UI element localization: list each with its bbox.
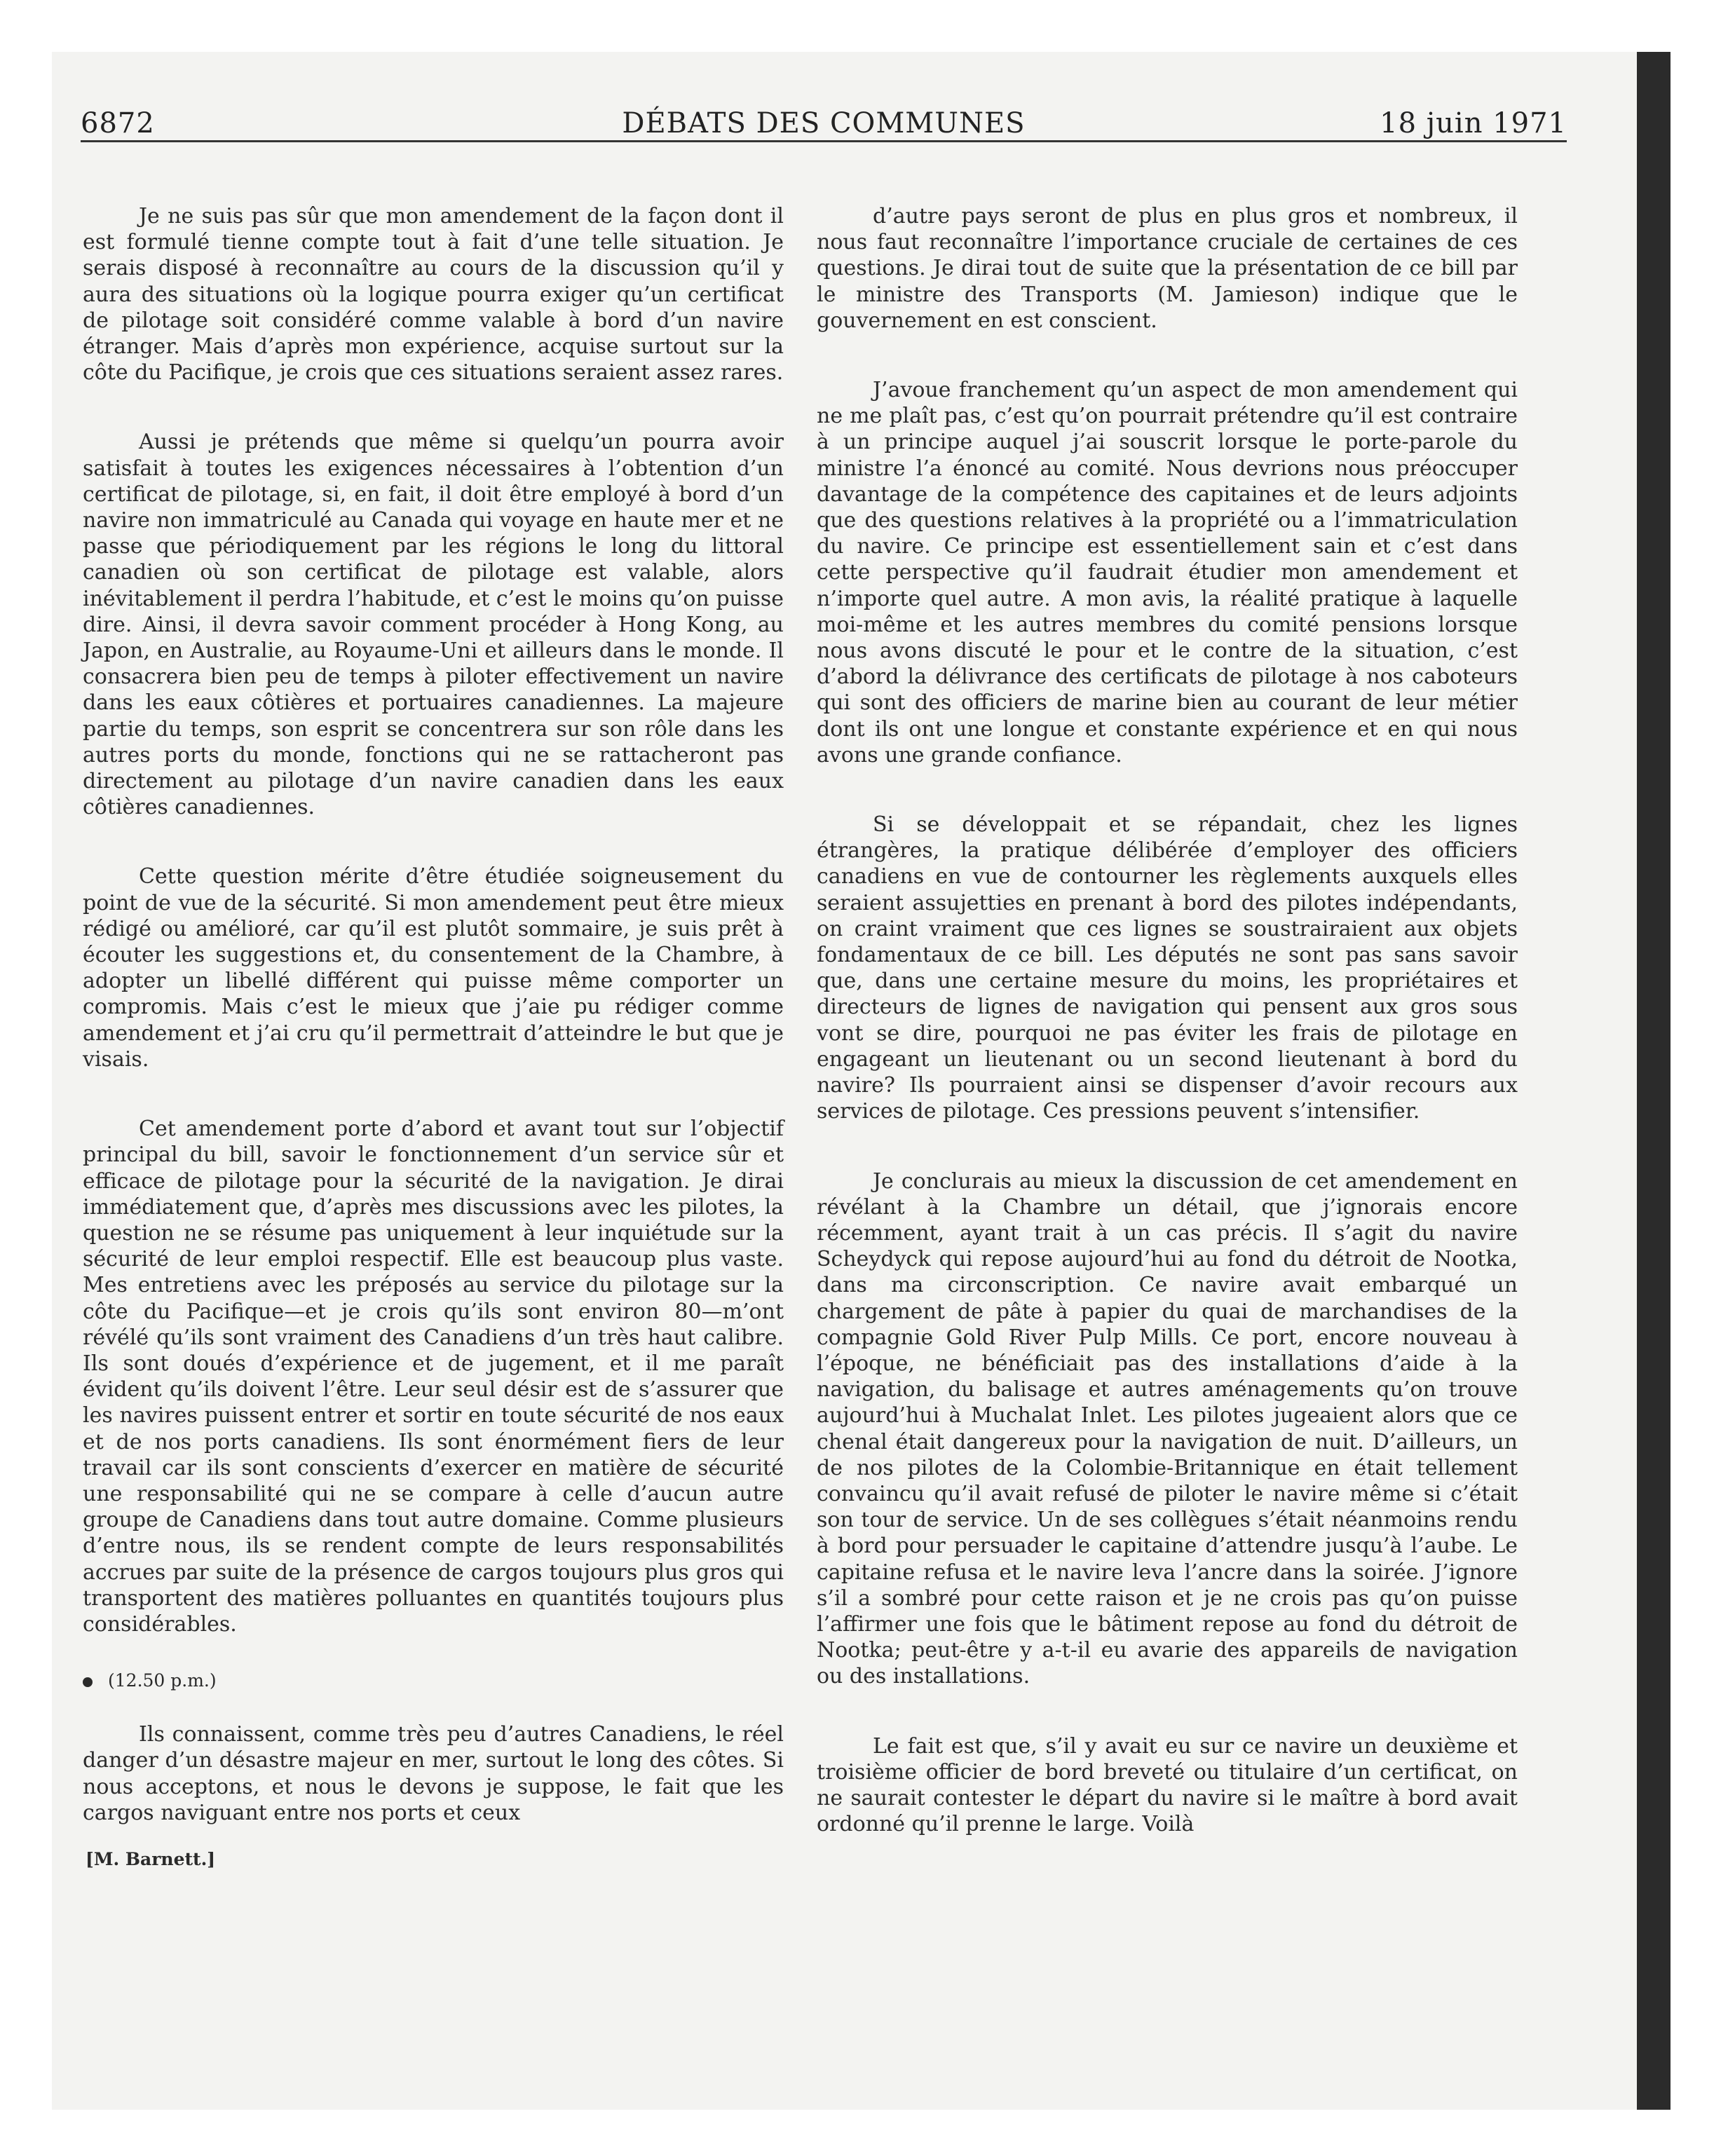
- right-column: [817, 203, 1518, 1858]
- paragraph: Cet amendement porte d’abord et avant tout sur l’objectif principal du bill, savoir le fonctionnement d’un service sûr et efficace de pilotage pour la sécurité de la navigation. Je dirai immédiatement que, d’après mes discussions avec les pilotes, la question ne se résume pas uniquement à leur inquiétude sur la sécurité de leur emploi respectif. Elle est beaucoup plus vaste. Mes entretiens avec les préposés au service du pilotage sur la côte du Pacifique—et je crois qu’ils sont environ 80—m’ont révélé qu’ils sont vraiment des Canadiens d’un très haut calibre. Ils sont doués d’expérience et de jugement, et il me paraît évident qu’ils doivent l’être. Leur seul désir est de s’assurer que les navires puissent entrer et sortir en toute sécurité de nos eaux et de nos ports canadiens. Ils sont énormément fiers de leur travail car ils sont conscients d’exercer en matière de sécurité une responsabilité qui ne se compare à celle d’aucun autre groupe de Canadiens dans tout autre domaine. Comme plusieurs d’entre nous, ils se rendent compte de leurs responsabilités accrues par suite de la présence de cargos toujours plus gros qui transportent des matières polluantes en quantités toujours plus considérables.: [83, 1117, 784, 1637]
- page-header: [81, 98, 1567, 142]
- publication-title: DÉBATS DES COMMUNES: [622, 107, 1026, 139]
- speaker-attribution: [M. Barnett.]: [86, 1848, 216, 1869]
- publication-date: 18 juin 1971: [1380, 107, 1567, 139]
- paragraph: d’autre pays seront de plus en plus gros et nombreux, il nous faut reconnaître l’importance cruciale de certaines de ces questions. Je dirai tout de suite que la présentation de ce bill par le ministre des Transports (M. Jamieson) indique que le gouvernement en est conscient.: [817, 204, 1518, 333]
- paragraph: Le fait est que, s’il y avait eu sur ce navire un deuxième et troisième officier de bord breveté ou titulaire d’un certificat, on ne saurait contester le départ du navire si le maître à bord avait ordonné qu’il prenne le large. Voilà: [817, 1733, 1518, 1837]
- left-column: [83, 203, 784, 1872]
- paragraph: Si se développait et se répandait, chez les lignes étrangères, la pratique délibérée d’employer des officiers canadiens en vue de contourner les règlements auxquels elles seraient assujetties en prenant à bord des pilotes indépendants, on craint vraiment que ces lignes se soustrairaient aux objets fondamentaux de ce bill. Les députés ne sont pas sans savoir que, dans une certaine mesure du moins, les propriétaires et directeurs de lignes de navigation qui pensent aux gros sous vont se dire, pourquoi ne pas éviter les frais de pilotage en engageant un lieutenant ou un second lieutenant à bord du navire? Ils pourraient ainsi se dispenser d’avoir recours aux services de pilotage. Ces pressions peuvent s’intensifier.: [817, 812, 1518, 1124]
- paragraph: Je ne suis pas sûr que mon amendement de la façon dont il est formulé tienne compte tout à fait d’une telle situation. Je serais disposé à reconnaître au cours de la discussion qu’il y aura des situations où la logique pourra exiger qu’un certificat de pilotage soit considéré comme valable à bord d’un navire étranger. Mais d’après mon expérience, acquise surtout sur la côte du Pacifique, je crois que ces situations seraient assez rares.: [83, 204, 784, 386]
- scan-edge-bar: [1637, 52, 1671, 2110]
- paragraph: J’avoue franchement qu’un aspect de mon amendement qui ne me plaît pas, c’est qu’on pourrait prétendre qu’il est contraire à un principe auquel j’ai souscrit lorsque le porte-parole du ministre l’a énoncé au comité. Nous devrions nous préoccuper davantage de la compétence des capitaines et de leurs adjoints que des questions relatives à la propriété ou a l’immatriculation du navire. Ce principe est essentiellement sain et c’est dans cette perspective qu’il faudrait étudier mon amendement et n’importe quel autre. A mon avis, la réalité pratique à laquelle moi-même et les autres membres du comité pensions lorsque nous avons discuté le pour et le contre de la situation, c’est d’abord la délivrance des certificats de pilotage à nos caboteurs qui sont des officiers de marine bien au courant de leur métier dont ils ont une longue et constante expérience et en qui nous avons une grande confiance.: [817, 378, 1518, 767]
- paragraph: Je conclurais au mieux la discussion de cet amendement en révélant à la Chambre un détail, que j’ignorais encore récemment, ayant trait à un cas précis. Il s’agit du navire Scheydyck qui repose aujourd’hui au fond du détroit de Nootka, dans ma circonscription. Ce navire avait embarqué un chargement de pâte à papier du quai de marchandises de la compagnie Gold River Pulp Mills. Ce port, encore nouveau à l’époque, ne bénéficiait pas des installations d’aide à la navigation, du balisage et autres aménagements qu’on trouve aujourd’hui à Muchalat Inlet. Les pilotes jugeaient alors que ce chenal était dangereux pour la navigation de nuit. D’ailleurs, un de nos pilotes de la Colombie-Britannique en était tellement convaincu qu’il avait refusé de piloter le navire même si c’était son tour de service. Un de ses collègues s’était néanmoins rendu à bord pour persuader le capitaine d’attendre jusqu’à l’aube. Le capitaine refusa et le navire leva l’ancre dans la soirée. J’ignore s’il a sombré pour cette raison et je ne crois pas qu’on puisse l’affirmer une fois que le bâtiment repose au fond du détroit de Nootka; peut-être y a-t-il eu avarie des appareils de navigation ou des installations.: [817, 1168, 1518, 1689]
- paragraph: Ils connaissent, comme très peu d’autres Canadiens, le réel danger d’un désastre majeur en mer, surtout le long des côtes. Si nous acceptons, et nous le devons je suppose, le fait que les cargos naviguant entre nos ports et ceux: [83, 1722, 784, 1825]
- paragraph: Aussi je prétends que même si quelqu’un pourra avoir satisfait à toutes les exigences nécessaires à l’obtention d’un certificat de pilotage, si, en fait, il doit être employé à bord d’un navire non immatriculé au Canada qui voyage en haute mer et ne passe que périodiquement par les régions le long du littoral canadien où son certificat de pilotage est valable, alors inévitablement il perdra l’habitude, et c’est le moins qu’on puisse dire. Ainsi, il devra savoir comment procéder à Hong Kong, au Japon, en Australie, au Royaume-Uni et ailleurs dans le monde. Il consacrera bien peu de temps à piloter effectivement un navire dans les eaux côtières et portuaires canadiennes. La majeure partie du temps, son esprit se concentrera sur son rôle dans les autres ports du monde, fonctions qui ne se rattacheront pas directement au pilotage d’un navire canadien dans les eaux côtières canadiennes.: [83, 430, 784, 820]
- bullet-icon: [83, 1677, 93, 1687]
- page-number: 6872: [81, 107, 155, 139]
- paragraph: Cette question mérite d’être étudiée soigneusement du point de vue de la sécurité. Si mon amendement peut être mieux rédigé ou amélioré, car qu’il est plutôt sommaire, je suis prêt à écouter les suggestions et, du consentement de la Chambre, à adopter un libellé différent qui puisse même comporter un compromis. Mais c’est le mieux que j’aie pu rédiger comme amendement et j’ai cru qu’il permettrait d’atteindre le but que je visais.: [83, 864, 784, 1072]
- time-stamp-text: (12.50 p.m.): [108, 1670, 217, 1691]
- time-stamp: [83, 1668, 784, 1693]
